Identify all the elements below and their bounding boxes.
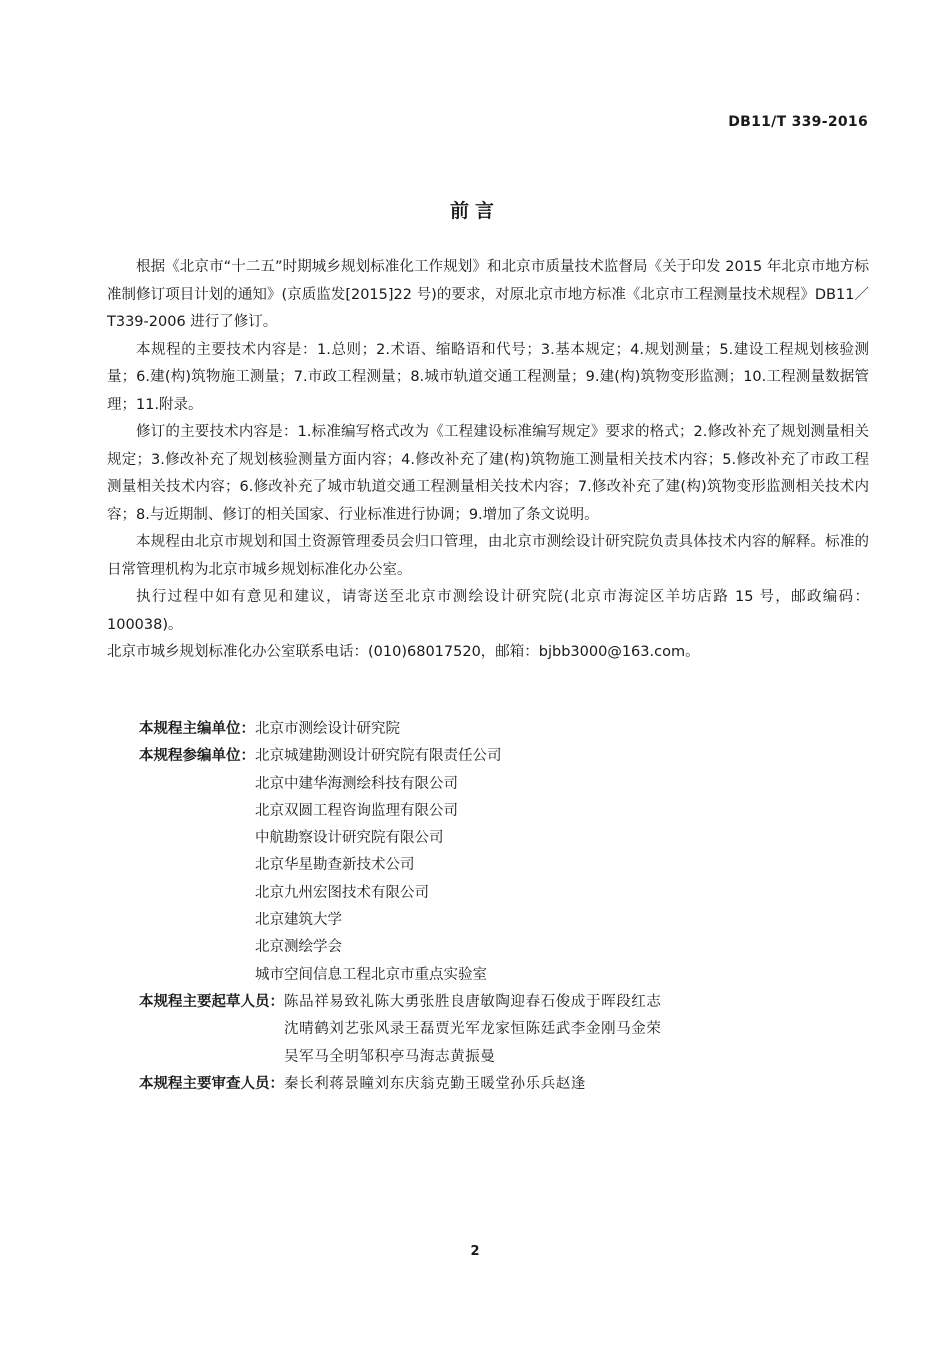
drafters-line: 沈晴鹤刘艺张风录王磊贾光军龙家恒陈廷武李金刚马金荣 xyxy=(284,1021,662,1038)
chief-unit-label: 本规程主编单位： xyxy=(139,721,255,737)
paragraph-management: 本规程由北京市规划和国土资源管理委员会归口管理，由北京市测绘设计研究院负责具体技术内容的解释。标准的日常管理机构为北京市城乡规划标准化办公室。 xyxy=(107,534,869,578)
reviewers-row xyxy=(139,1071,662,1098)
reviewers-label: 本规程主要审查人员： xyxy=(139,1075,284,1092)
participating-units-list xyxy=(255,743,502,989)
credits-block xyxy=(139,716,662,1098)
participating-unit: 北京建筑大学 xyxy=(255,912,342,929)
participating-unit: 北京双圆工程咨询监理有限公司 xyxy=(255,802,458,819)
participating-units-row xyxy=(139,743,662,989)
participating-unit: 北京测绘学会 xyxy=(255,939,342,956)
contact-line: 北京市城乡规划标准化办公室联系电话：(010)68017520，邮箱：bjbb3000@163.com。 xyxy=(107,644,700,660)
drafters-line: 陈品祥易致礼陈大勇张胜良唐敏陶迎春石俊成于晖段红志 xyxy=(284,993,662,1010)
drafters-label: 本规程主要起草人员： xyxy=(139,993,284,1010)
participating-unit: 北京九州宏图技术有限公司 xyxy=(255,884,429,901)
participating-unit: 北京华星勘查新技术公司 xyxy=(255,857,415,874)
reviewers-list xyxy=(284,1071,586,1098)
drafters-line: 吴军马全明邹积亭马海志黄振曼 xyxy=(284,1048,496,1065)
chief-unit-list xyxy=(255,716,400,743)
paragraph-basis: 根据《北京市“十二五”时期城乡规划标准化工作规划》和北京市质量技术监督局《关于印发 2015 年北京市地方标准制修订项目计划的通知》(京质监发[2015]22 号)的要求，对原北京市地方标准《北京市工程测量技术规程》DB11／T339-2006 进行了修订。 xyxy=(107,259,869,330)
participating-units-label: 本规程参编单位： xyxy=(139,748,255,765)
page-title: 前言 xyxy=(449,200,500,222)
participating-unit: 北京城建勘测设计研究院有限责任公司 xyxy=(255,748,502,765)
chief-unit: 北京市测绘设计研究院 xyxy=(255,721,400,737)
document-code: DB11/T 339-2016 xyxy=(728,114,868,130)
paragraph-feedback: 执行过程中如有意见和建议，请寄送至北京市测绘设计研究院(北京市海淀区羊坊店路 15 号，邮政编码：100038)。 xyxy=(107,589,869,633)
participating-unit: 中航勘察设计研究院有限公司 xyxy=(255,830,444,847)
participating-unit: 北京中建华海测绘科技有限公司 xyxy=(255,775,458,792)
drafters-row xyxy=(139,989,662,1071)
reviewers-line: 秦长利蒋景瞳刘东庆翁克勤王暖堂孙乐兵赵逢 xyxy=(284,1075,586,1092)
chief-unit-row xyxy=(139,716,662,743)
paragraph-main-content: 本规程的主要技术内容是：1.总则；2.术语、缩略语和代号；3.基本规定；4.规划测量；5.建设工程规划核验测量；6.建(构)筑物施工测量；7.市政工程测量；8.城市轨道交通工程测量；9.建(构)筑物变形监测；10.工程测量数据管理；11.附录。 xyxy=(107,341,869,413)
paragraph-revisions: 修订的主要技术内容是：1.标准编写格式改为《工程建设标准编写规定》要求的格式；2.修改补充了规划测量相关规定；3.修改补充了规划核验测量方面内容；4.修改补充了建(构)筑物施工测量相关技术内容；5.修改补充了市政工程测量相关技术内容；6.修改补充了城市轨道交通工程测量相关技术内容；7.修改补充了建(构)筑物变形监测相关技术内容；8.与近期制、修订的相关国家、行业标准进行协调；9.增加了条文说明。 xyxy=(107,424,869,523)
participating-unit: 城市空间信息工程北京市重点实验室 xyxy=(255,966,487,983)
foreword-body xyxy=(107,254,869,667)
page-number: 2 xyxy=(470,1244,480,1259)
drafters-list xyxy=(284,989,662,1071)
